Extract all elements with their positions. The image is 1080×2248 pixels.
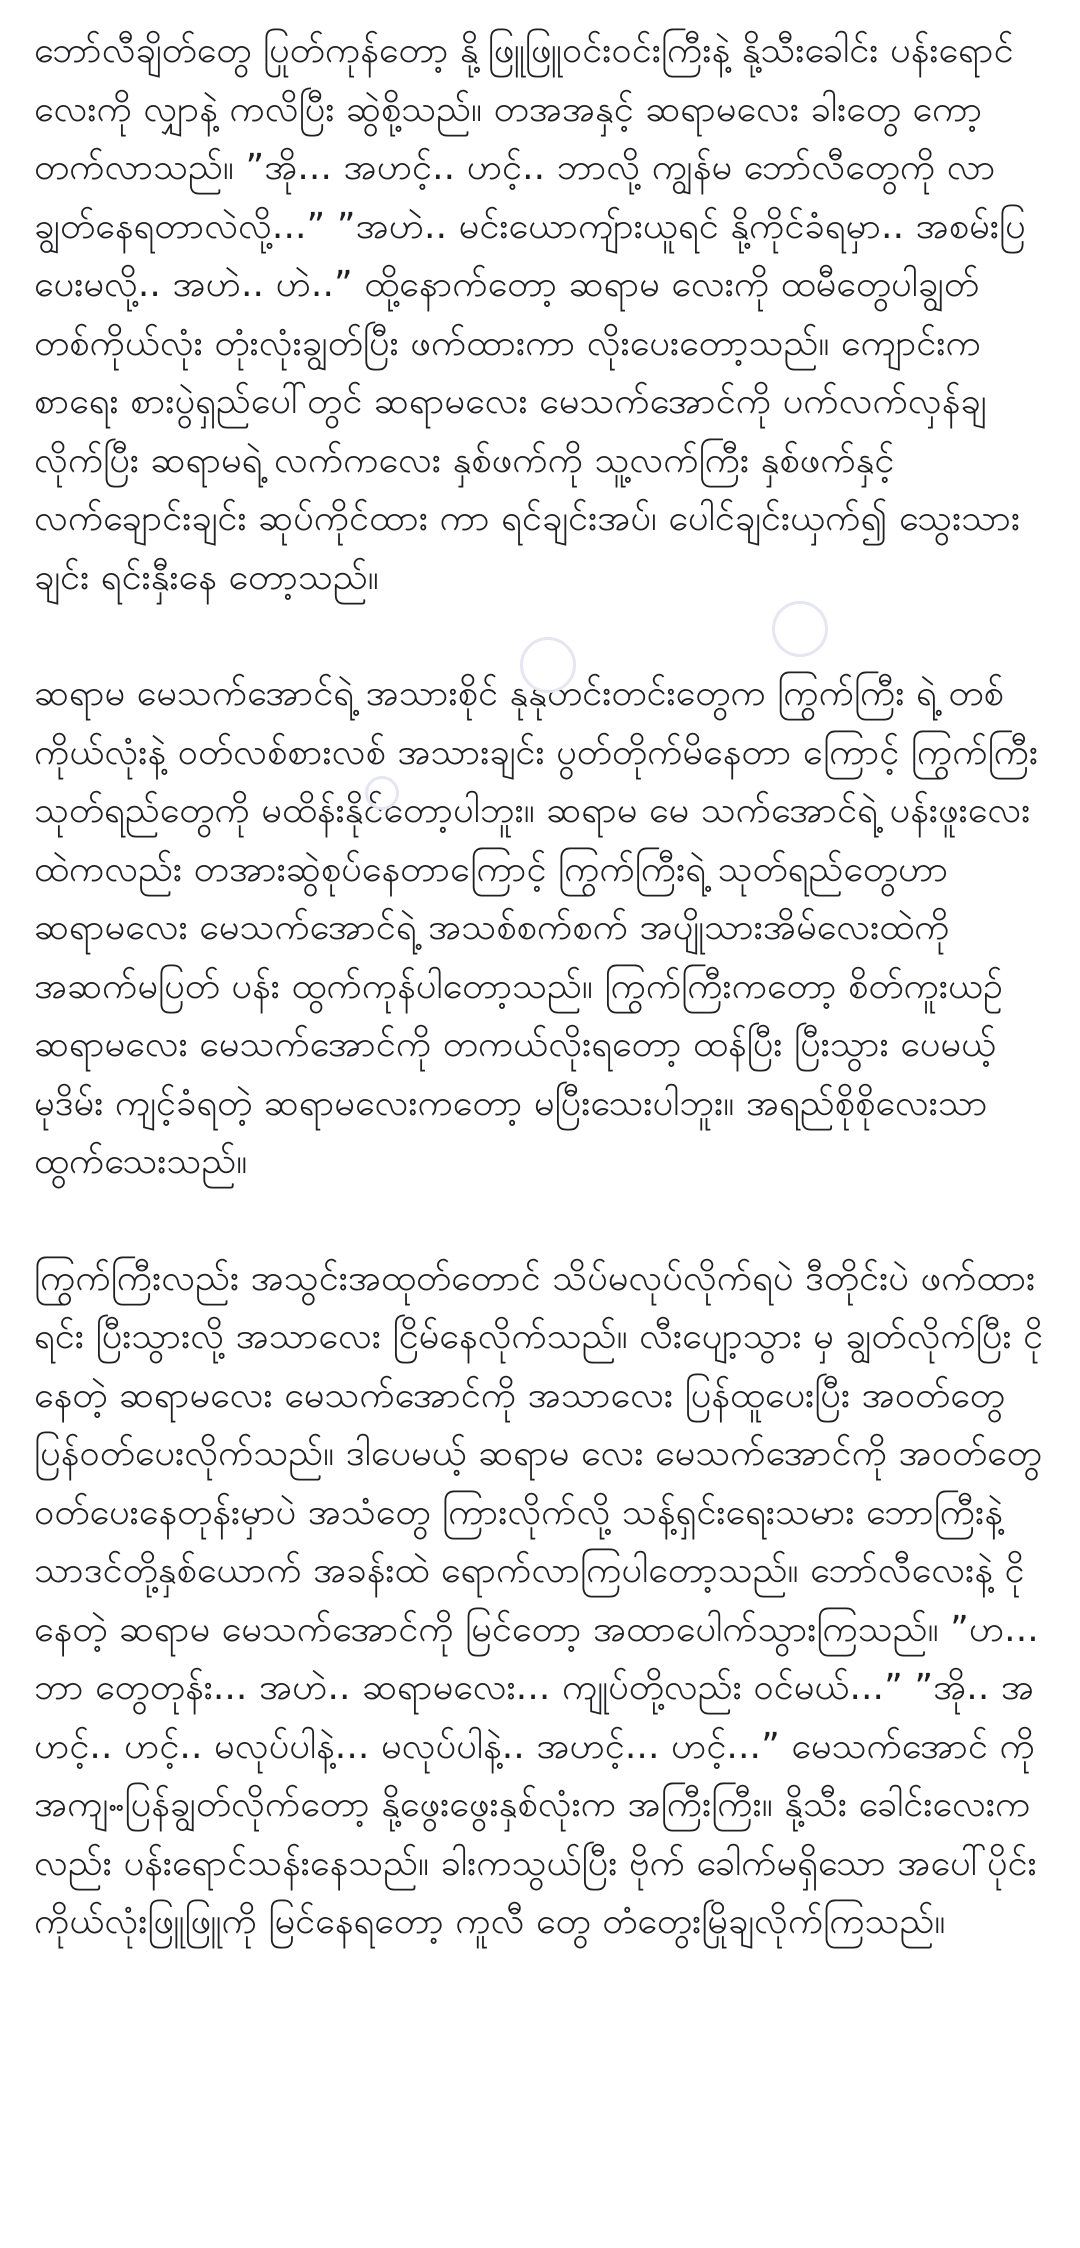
paragraph-gap [34,607,1046,665]
paragraph-3: ကြွက်ကြီးလည်း အသွင်းအထုတ်တောင် သိပ်မလုပ်လိုက်ရပဲ ဒီတိုင်းပဲ ဖက်ထားရင်း ပြီးသွားလို့ အသာလေး ငြိမ်နေလိုက်သည်။ လီးပျော့သွား မှ ချွတ်လိုက်ပြီး ငိုနေတဲ့ ဆရာမလေး မေသက်အောင်ကို အသာလေး ပြန်ထူပေးပြီး အဝတ်တွေ ပြန်ဝတ်ပေးလိုက်သည်။ ဒါပေမယ့် ဆရာမ လေး မေသက်အောင်ကို အဝတ်တွေ ဝတ်ပေးနေတုန်းမှာပဲ အသံတွေ ကြားလိုက်လို့ သန့်ရှင်းရေးသမား ဘောကြီးနဲ့ သာဒင်တို့နှစ်ယောက် အခန်းထဲ ရောက်လာကြပါတော့သည်။ ဘော်လီလေးနဲ့ ငိုနေတဲ့ ဆရာမ မေသက်အောင်ကို မြင်တော့ အထာပေါက်သွားကြသည်။ ”ဟ... ဘာ တွေတုန်း... အဟဲ.. ဆရာမလေး... ကျုပ်တို့လည်း ဝင်မယ်...” ”အို.. အ ဟင့်.. ဟင့်.. မလုပ်ပါနဲ့... မလုပ်ပါနဲ့.. အဟင့်... ဟင့်...” မေသက်အောင် ကို အကျႌပြန်ချွတ်လိုက်တော့ နို့ဖွေးဖွေးနှစ်လုံးက အကြီးကြီး။ နို့သီး ခေါင်းလေးကလည်း ပန်းရောင်သန်းနေသည်။ ခါးကသွယ်ပြီး ဗိုက် ခေါက်မရှိသော အပေါ်ပိုင်း ကိုယ်လုံးဖြူဖြူကို မြင်နေရတော့ ကူလီ တွေ တံတွေးမြိုချလိုက်ကြသည်။ [34,1257,1044,1942]
paragraph-1: ဘော်လီချိတ်တွေ ပြုတ်ကုန်တော့ နို့ဖြူဖြူဝင်းဝင်းကြီးနဲ့ နို့သီးခေါင်း ပန်းရောင်လေးကို လျှာနဲ့ ကလိပြီး ဆွဲစို့သည်။ တအအနှင့် ဆရာမလေး ခါးတွေ ကော့တက်လာသည်။ ”အို... အဟင့်.. ဟင့်.. ဘာလို့ ကျွန်မ ဘော်လီတွေကို လာချွတ်နေရတာလဲလို့...” ”အဟဲ.. မင်းယောကျ်ားယူရင် နို့ကိုင်ခံရမှာ.. အစမ်းပြပေးမလို့.. အဟဲ.. ဟဲ..” ထို့နောက်တော့ ဆရာမ လေးကို ထမီတွေပါချွတ် တစ်ကိုယ်လုံး တုံးလုံးချွတ်ပြီး ဖက်ထားကာ လိုးပေးတော့သည်။ ကျောင်းက စာရေး စားပွဲရှည်ပေါ်တွင် ဆရာမလေး မေသက်အောင်ကို ပက်လက်လှန်ချလိုက်ပြီး ဆရာမရဲ့ လက်ကလေး နှစ်ဖက်ကို သူ့လက်ကြီး နှစ်ဖက်နှင့် လက်ချောင်းချင်း ဆုပ်ကိုင်ထား ကာ ရင်ချင်းအပ်၊ ပေါင်ချင်းယှက်၍ သွေးသားချင်း ရင်းနှီးနေ တော့သည်။ [34,30,1026,598]
paragraph-gap [34,1192,1046,1250]
paragraph-2: ဆရာမ မေသက်အောင်ရဲ့ အသားစိုင် နုနုတင်းတင်းတွေက ကြွက်ကြီး ရဲ့ တစ်ကိုယ်လုံးနဲ့ ဝတ်လစ်စားလစ် အသားချင်း ပွတ်တိုက်မိနေတာ ကြောင့် ကြွက်ကြီး သုတ်ရည်တွေကို မထိန်းနိုင်တော့ပါဘူး။ ဆရာမ မေ သက်အောင်ရဲ့ ပန်းဖူးလေးထဲကလည်း တအားဆွဲစုပ်နေတာကြောင့် ကြွက်ကြီးရဲ့ သုတ်ရည်တွေဟာ ဆရာမလေး မေသက်အောင်ရဲ့ အသစ်စက်စက် အပျိုသားအိမ်လေးထဲကို အဆက်မပြတ် ပန်း ထွက်ကုန်ပါတော့သည်။ ကြွက်ကြီးကတော့ စိတ်ကူးယဉ် ဆရာမလေး မေသက်အောင်ကို တကယ်လိုးရတော့ ထန်ပြီး ပြီးသွား ပေမယ့် မုဒိမ်း ကျင့်ခံရတဲ့ ဆရာမလေးကတော့ မပြီးသေးပါဘူး။ အရည်စိုစိုလေးသာ ထွက်သေးသည်။ [34,673,1039,1182]
